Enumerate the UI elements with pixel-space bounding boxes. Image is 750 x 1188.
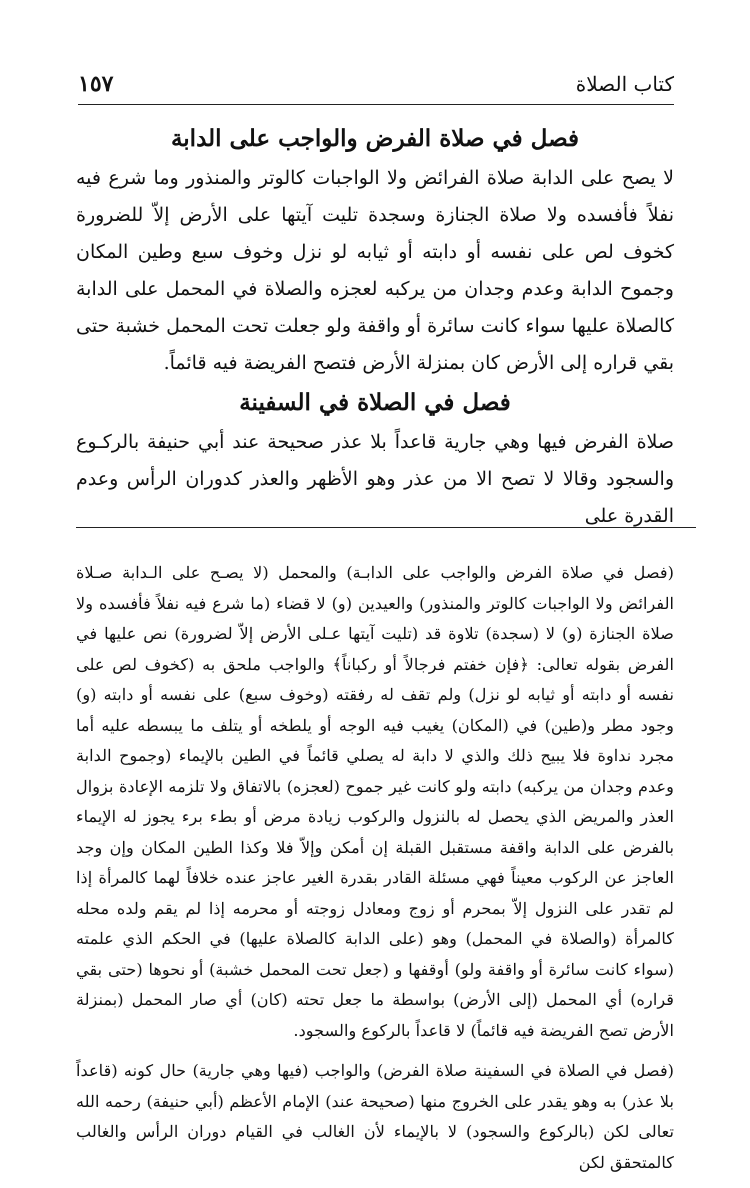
main-text xyxy=(76,118,674,535)
main-paragraph-ship-prayer: صلاة الفرض فيها وهي جارية قاعداً بلا عذر صحيحة عند أبي حنيفة بالركـوع والسجود وقالا لا تصح الا من عذر وهو الأظهر والعذر كدوران الرأس وعدم القدرة على xyxy=(76,431,674,527)
page-number: ١٥٧ xyxy=(78,71,114,97)
section-heading-ship-prayer: فصل في الصلاة في السفينة xyxy=(239,389,511,416)
running-title: كتاب الصلاة xyxy=(575,72,674,96)
section-heading-animal-prayer: فصل في صلاة الفرض والواجب على الدابة xyxy=(170,125,580,152)
commentary-paragraph-ship-prayer: (فصل في الصلاة في السفينة صلاة الفرض) والواجب (فيها وهي جارية) حال كونه (قاعداً بلا عذر) به وهو يقدر على الخروج منها (صحيحة عند) الإمام الأعظم (أبي حنيفة) رحمه الله تعالى لكن (بالركوع والسجود) لا بالإيماء لأن الغالب في القيام دوران الرأس والغالب كالمتحقق لكن xyxy=(76,1061,674,1172)
commentary-paragraph-animal-prayer: (فصل في صلاة الفرض والواجب على الدابـة) والمحمل (لا يصـح على الـدابة صـلاة الفرائض ولا الواجبات كالوتر والمنذور) والعيدين (و) لا قضاء (ما شرع فيه نفلاً فأفسده ولا صلاة الجنازة (و) لا (سجدة) تلاوة قد (تليت آيتها عـلى الأرض إلاّ لضرورة) نص عليها في الفرض بقوله تعالى: ﴿فإن خفتم فرجالاً أو ركباناً﴾ والواجب ملحق به (كخوف لص على نفسه أو دابته أو ثيابه لو نزل) ولم تقف له رفقته (وخوف سبع) على نفسه أو دابته (و) وجود مطر و(طين) في (المكان) يغيب فيه الوجه أو يلطخه أو يتلف ما يبسطه عليه أما مجرد نداوة فلا يبيح ذلك والذي لا دابة له يصلي قائماً في الطين بالإيماء (وجموح الدابة وعدم وجدان من يركبه) دابته ولو كانت غير جموح (لعجزه) بالاتفاق ولا تلزمه الإعادة بزوال العذر والمريض الذي يحصل له بالنزول والركوب زيادة مرض أو بطء برء يجوز له الإيماء بالفرض على الدابة واقفة مستقبل القبلة إن أمكن وإلاّ فلا وكذا الطين المكان وإن وجد العاجز عن الركوب معيناً فهي مسئلة القادر بقدرة الغير عاجز عنده خلافاً لهما كالمرأة إذا لم تقدر على النزول إلاّ بمحرم أو زوج ومعادل زوجته أو محرمه إذا لم يقم ولده محله كالمرأة (والصلاة في المحمل) وهو (على الدابة كالصلاة عليها) في الحكم الذي علمته (سواء كانت سائرة أو واقفة ولو) أوقفها و (جعل تحت المحمل خشبة) أو نحوها (حتى بقي قراره) أي المحمل (إلى الأرض) بواسطة ما جعل تحته (كان) أي صار المحمل (بمنزلة الأرض تصح الفريضة فيه قائماً) لا قاعداً بالركوع والسجود. xyxy=(76,563,674,1040)
main-paragraph-animal-prayer: لا يصح على الدابة صلاة الفرائض ولا الواجبات كالوتر والمنذور وما شرع فيه نفلاً فأفسده ولا صلاة الجنازة وسجدة تليت آيتها على الأرض إلاّ للضرورة كخوف لص على نفسه أو دابته أو ثيابه لو نزل وخوف سبع وطين المكان وجموح الدابة وعدم وجدان من يركبه لعجزه والصلاة في المحمل على الدابة كالصلاة عليها سواء كانت سائرة أو واقفة ولو جعلت تحت المحمل خشبة حتى بقي قراره إلى الأرض كان بمنزلة الأرض فتصح الفريضة فيه قائماً. xyxy=(76,167,674,374)
page-header xyxy=(78,64,674,105)
commentary-text xyxy=(76,558,674,1178)
footnote-divider xyxy=(76,527,696,528)
